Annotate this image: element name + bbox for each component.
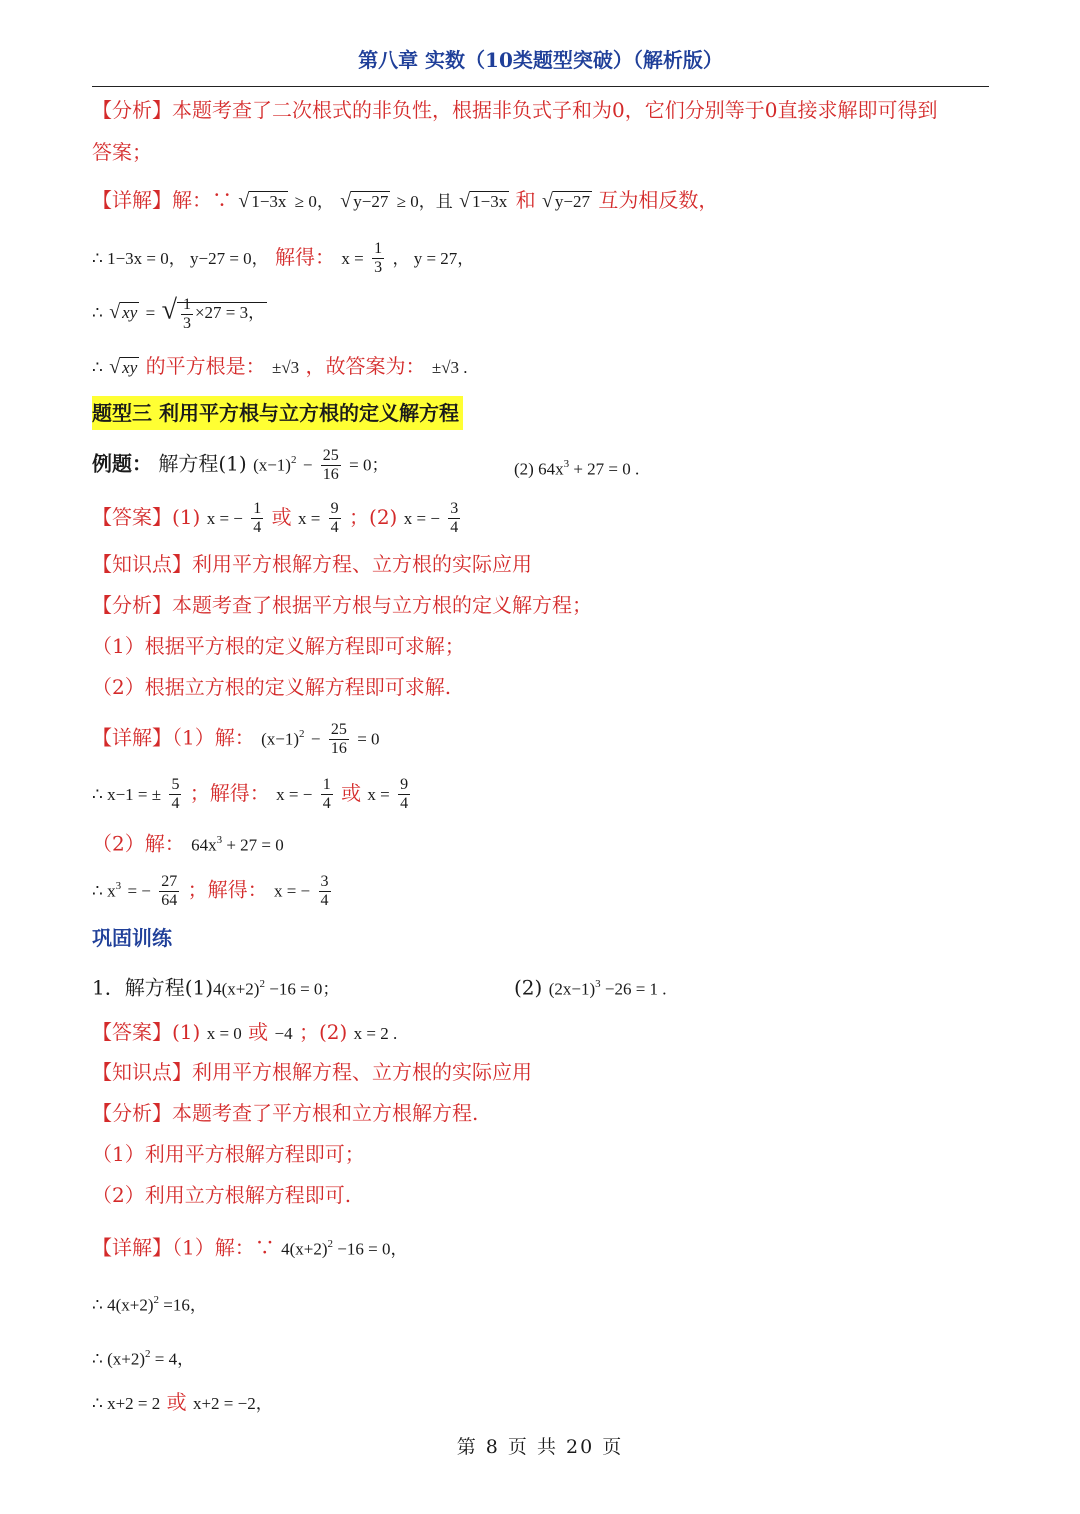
detail-line: [92, 720, 380, 758]
example-part-2: [514, 450, 639, 484]
analysis-item: （2）根据立方根的定义解方程即可求解.: [92, 675, 452, 699]
text: ，故答案为：: [305, 354, 426, 378]
detail-label: （2）解：: [92, 831, 185, 856]
solution-line: [92, 1286, 207, 1320]
sqrt-expression: √ y−27: [541, 190, 591, 212]
detail-label: 【详解】解：∵: [92, 188, 232, 212]
or-text: 或: [248, 1020, 269, 1044]
math-text: 64x: [191, 835, 217, 855]
math-text: −4: [274, 1024, 293, 1043]
question-line: [92, 970, 339, 1004]
answer-line: [92, 1018, 397, 1048]
detail-line: [92, 1230, 407, 1264]
text: ；(2): [298, 1020, 348, 1044]
fraction: $\frac{1}{3}$: [374, 240, 383, 276]
fraction: $\frac{9}{4}$: [400, 776, 409, 812]
and-text: 和: [515, 188, 536, 212]
math-text: x = −: [403, 509, 440, 528]
header-divider: [92, 86, 989, 87]
question-part-2: [514, 970, 667, 1004]
knowledge-line: 【知识点】利用平方根解方程、立方根的实际应用: [92, 1060, 532, 1084]
sqrt-expression: √ $\frac{1}{3}$ ×27 = 3，: [161, 294, 266, 332]
math-text: (2x−1): [548, 979, 596, 999]
math-text: (2) 64x: [514, 459, 564, 479]
solution-line: [92, 1340, 194, 1374]
math-text: −: [302, 455, 313, 475]
analysis-item: （1）根据平方根的定义解方程即可求解；: [92, 634, 465, 658]
math-text: ≥ 0，: [294, 192, 334, 211]
fraction: $\frac{27}{64}$: [161, 872, 178, 909]
sqrt-expression: √ 1−3x: [238, 190, 287, 212]
math-text: −16 = 0，: [333, 1239, 408, 1259]
fraction: $\frac{25}{16}$: [322, 446, 339, 483]
math-text: x = 2 .: [353, 1024, 398, 1043]
text: 解方程(1): [158, 451, 247, 476]
solve-label: ；解得：: [189, 781, 270, 805]
math-text: x+2 = −2，: [192, 1394, 273, 1413]
math-text: ∴: [92, 358, 103, 377]
fraction: $\frac{1}{4}$: [253, 500, 262, 536]
fraction: $\frac{1}{4}$: [322, 776, 331, 812]
superscript: 3: [563, 458, 570, 470]
example-label: 例题：: [92, 451, 152, 476]
fraction: $\frac{9}{4}$: [330, 500, 339, 536]
solution-line: [92, 826, 284, 860]
math-text: −26 = 1 .: [600, 979, 667, 999]
fraction: $\frac{25}{16}$: [330, 720, 347, 757]
math-text: 4(x+2): [281, 1239, 328, 1259]
page-title: 第八章 实数（10类题型突破）（解析版）: [358, 48, 723, 72]
analysis-line-cont: 答案；: [92, 140, 152, 164]
math-text: ， y = 27，: [392, 249, 475, 268]
answer-line: [92, 500, 462, 537]
question-text: 1．解方程(1): [92, 975, 214, 1000]
superscript: 3: [115, 880, 122, 892]
math-text: + 27 = 0 .: [569, 459, 640, 479]
math-text: (x−1): [261, 729, 300, 749]
detail-tail: 互为相反数，: [598, 188, 719, 212]
math-text: ≥ 0，且: [396, 192, 453, 211]
analysis-line: 【分析】本题考查了二次根式的非负性，根据非负式子和为0，它们分别等于0直接求解即可得到: [92, 98, 938, 122]
superscript: 2: [327, 1238, 334, 1250]
sqrt-expression: √ xy: [109, 301, 138, 324]
math-text: ∴ (x+2): [92, 1349, 145, 1369]
fraction: $\frac{5}{4}$: [171, 776, 180, 812]
sqrt-expression: √ xy: [109, 356, 138, 378]
superscript: 3: [216, 834, 223, 846]
math-text: ∴ 1−3x = 0， y−27 = 0，: [92, 249, 269, 268]
math-text: x = −: [276, 785, 313, 804]
solution-line: [92, 1388, 273, 1418]
detail-line: [92, 186, 718, 216]
fraction: $\frac{3}{4}$: [450, 500, 459, 536]
math-text: x =: [297, 509, 321, 528]
math-text: x = 0: [206, 1024, 242, 1043]
solution-line: [92, 872, 333, 910]
math-text: = 0: [357, 729, 380, 749]
knowledge-line: 【知识点】利用平方根解方程、立方根的实际应用: [92, 552, 532, 576]
math-text: ∴ x−1 = ±: [92, 785, 162, 804]
math-text: x =: [341, 249, 364, 268]
math-text: (x−1): [253, 455, 291, 475]
math-text: ±√3 .: [431, 358, 468, 377]
math-text: 4(x+2): [213, 979, 260, 999]
solution-line-1: [92, 240, 474, 277]
analysis-item: （1）利用平方根解方程即可；: [92, 1142, 365, 1166]
analysis-item: （2）利用立方根解方程即可.: [92, 1183, 352, 1207]
math-text: −16 = 0；: [264, 979, 340, 999]
or-text: 或: [271, 505, 292, 529]
math-text: x = −: [273, 881, 311, 901]
math-text: ∴: [92, 303, 103, 323]
superscript: 2: [290, 454, 297, 466]
or-text: 或: [341, 781, 362, 805]
math-text: ∴ x+2 = 2: [92, 1394, 161, 1413]
analysis-line: 【分析】本题考查了根据平方根与立方根的定义解方程；: [92, 593, 592, 617]
math-text: x =: [367, 785, 390, 804]
example-line: [92, 446, 389, 484]
math-text: = 4，: [150, 1349, 195, 1369]
detail-label: 【详解】（1）解：∵: [92, 1235, 275, 1260]
math-text: = 0；: [349, 455, 389, 475]
math-text: ∴ 4(x+2): [92, 1295, 154, 1315]
solve-label: 解得：: [275, 245, 336, 269]
superscript: 2: [153, 1294, 159, 1306]
math-text: −: [310, 729, 321, 749]
sqrt-expression: √ 1−3x: [459, 190, 508, 212]
detail-label: 【详解】（1）解：: [92, 725, 255, 750]
analysis-line: 【分析】本题考查了平方根和立方根解方程.: [92, 1101, 479, 1125]
superscript: 2: [144, 1348, 151, 1360]
math-text: x = −: [206, 509, 243, 528]
solution-line-3: [92, 352, 468, 382]
answer-label: 【答案】(1): [92, 505, 201, 529]
practice-title: 巩固训练: [92, 926, 172, 950]
section-title: 题型三 利用平方根与立方根的定义解方程: [92, 396, 463, 430]
math-text: =16，: [158, 1295, 207, 1315]
math-text: ∴ x: [92, 881, 116, 901]
answer-label: 【答案】(1): [92, 1020, 201, 1044]
or-text: 或: [166, 1390, 187, 1414]
math-text: =: [145, 303, 156, 323]
superscript: 3: [595, 978, 601, 990]
fraction: $\frac{3}{4}$: [320, 872, 329, 909]
math-text: = −: [127, 881, 151, 901]
solution-line: [92, 776, 412, 813]
math-text: + 27 = 0: [222, 835, 284, 855]
sqrt-expression: √ y−27: [340, 190, 389, 212]
solution-line-2: [92, 296, 267, 333]
superscript: 2: [299, 728, 305, 740]
page-number: 第 8 页 共 20 页: [456, 1436, 624, 1458]
text: 的平方根是：: [145, 354, 266, 378]
solve-label: ；解得：: [187, 877, 268, 902]
question-text: (2): [514, 975, 543, 1000]
superscript: 2: [259, 978, 265, 990]
math-text: ±√3: [271, 358, 300, 377]
text: ；(2): [349, 505, 398, 529]
